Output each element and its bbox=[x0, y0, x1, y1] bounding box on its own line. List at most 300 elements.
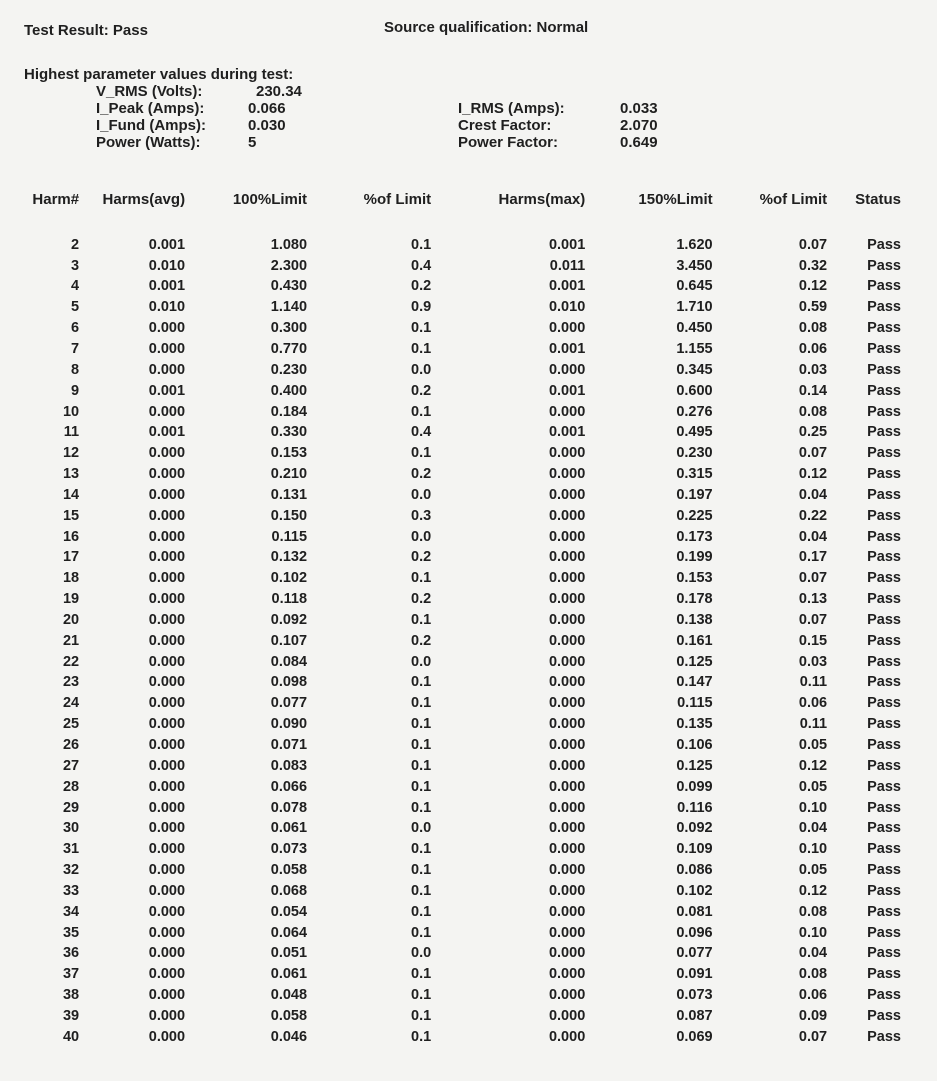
status-cell: Pass bbox=[867, 841, 901, 858]
limit-100-cell: 0.150 bbox=[270, 507, 308, 524]
pct-limit-max-cell: 0.17 bbox=[798, 549, 828, 566]
status-cell: Pass bbox=[867, 486, 901, 503]
harm-number-cell: 28 bbox=[62, 778, 80, 795]
pct-limit-max-cell: 0.07 bbox=[798, 611, 828, 628]
limit-100-cell: 1.140 bbox=[270, 299, 308, 316]
table-row bbox=[18, 735, 903, 756]
harms-max-cell: 0.000 bbox=[548, 361, 586, 378]
harms-avg-cell: 0.000 bbox=[148, 611, 186, 628]
pct-limit-avg-cell: 0.1 bbox=[411, 403, 432, 420]
pct-limit-max-cell: 0.59 bbox=[798, 299, 828, 316]
pct-limit-avg-cell: 0.1 bbox=[411, 737, 432, 754]
table-row bbox=[18, 673, 903, 694]
crest-factor-label: Crest Factor: bbox=[458, 117, 552, 134]
harms-max-cell: 0.001 bbox=[548, 382, 586, 399]
harm-number-cell: 20 bbox=[62, 611, 80, 628]
harms-max-cell: 0.001 bbox=[548, 424, 586, 441]
status-cell: Pass bbox=[867, 882, 901, 899]
pct-limit-avg-cell: 0.1 bbox=[411, 841, 432, 858]
v-rms-value: 230.34 bbox=[256, 83, 302, 100]
limit-150-cell: 3.450 bbox=[676, 257, 713, 274]
table-row bbox=[18, 777, 903, 798]
limit-100-cell: 0.058 bbox=[270, 1007, 308, 1024]
harm-number-cell: 35 bbox=[62, 924, 80, 941]
table-row bbox=[18, 1027, 903, 1048]
harm-number-cell: 9 bbox=[71, 382, 80, 399]
pct-limit-avg-cell: 0.1 bbox=[411, 236, 432, 253]
limit-150-cell: 1.620 bbox=[676, 236, 713, 253]
table-row bbox=[18, 860, 903, 881]
harms-avg-cell: 0.000 bbox=[148, 1028, 186, 1045]
pct-limit-avg-cell: 0.0 bbox=[411, 486, 432, 503]
harms-max-cell: 0.000 bbox=[548, 591, 586, 608]
pct-limit-avg-cell: 0.1 bbox=[411, 757, 432, 774]
harms-avg-cell: 0.000 bbox=[148, 632, 186, 649]
v-rms-label: V_RMS (Volts): bbox=[96, 83, 203, 100]
table-row bbox=[18, 422, 903, 443]
harms-max-cell: 0.000 bbox=[548, 945, 586, 962]
harms-avg-cell: 0.001 bbox=[148, 236, 186, 253]
harm-number-cell: 37 bbox=[62, 966, 80, 983]
harms-avg-cell: 0.000 bbox=[148, 570, 186, 587]
harms-avg-cell: 0.000 bbox=[148, 945, 186, 962]
pct-limit-avg-cell: 0.1 bbox=[411, 340, 432, 357]
harms-max-cell: 0.000 bbox=[548, 903, 586, 920]
i-rms-label: I_RMS (Amps): bbox=[458, 100, 565, 117]
harms-max-cell: 0.001 bbox=[548, 340, 586, 357]
table-row bbox=[18, 297, 903, 318]
harms-avg-cell: 0.000 bbox=[148, 340, 186, 357]
limit-100-cell: 0.046 bbox=[270, 1028, 308, 1045]
limit-100-cell: 0.770 bbox=[270, 340, 308, 357]
status-cell: Pass bbox=[867, 591, 901, 608]
harmonics-table bbox=[18, 184, 903, 1048]
col-header-status: Status bbox=[855, 190, 901, 208]
status-cell: Pass bbox=[867, 820, 901, 837]
harms-avg-cell: 0.000 bbox=[148, 486, 186, 503]
pct-limit-max-cell: 0.08 bbox=[798, 966, 828, 983]
table-row bbox=[18, 360, 903, 381]
harms-avg-cell: 0.000 bbox=[148, 507, 186, 524]
source-qualification-label: Source qualification: bbox=[384, 19, 533, 36]
pct-limit-avg-cell: 0.0 bbox=[411, 653, 432, 670]
limit-100-cell: 0.058 bbox=[270, 862, 308, 879]
pct-limit-avg-cell: 0.2 bbox=[411, 549, 432, 566]
pct-limit-max-cell: 0.04 bbox=[798, 820, 828, 837]
limit-150-cell: 0.102 bbox=[676, 882, 713, 899]
limit-150-cell: 0.092 bbox=[676, 820, 713, 837]
harms-avg-cell: 0.000 bbox=[148, 841, 186, 858]
limit-150-cell: 0.125 bbox=[676, 757, 713, 774]
pct-limit-avg-cell: 0.0 bbox=[411, 528, 432, 545]
table-row bbox=[18, 923, 903, 944]
limit-150-cell: 0.087 bbox=[676, 1007, 713, 1024]
table-row bbox=[18, 256, 903, 277]
limit-150-cell: 0.225 bbox=[676, 507, 713, 524]
harms-avg-cell: 0.001 bbox=[148, 382, 186, 399]
limit-150-cell: 0.081 bbox=[676, 903, 713, 920]
table-row bbox=[18, 527, 903, 548]
status-cell: Pass bbox=[867, 674, 901, 691]
test-result bbox=[24, 22, 148, 39]
limit-100-cell: 1.080 bbox=[270, 236, 308, 253]
pct-limit-max-cell: 0.04 bbox=[798, 945, 828, 962]
pct-limit-avg-cell: 0.1 bbox=[411, 1028, 432, 1045]
pct-limit-avg-cell: 0.1 bbox=[411, 695, 432, 712]
harms-max-cell: 0.000 bbox=[548, 1007, 586, 1024]
harms-avg-cell: 0.000 bbox=[148, 966, 186, 983]
limit-100-cell: 0.061 bbox=[270, 820, 308, 837]
pct-limit-max-cell: 0.08 bbox=[798, 903, 828, 920]
limit-100-cell: 0.300 bbox=[270, 320, 308, 337]
limit-100-cell: 0.084 bbox=[270, 653, 308, 670]
status-cell: Pass bbox=[867, 361, 901, 378]
pct-limit-max-cell: 0.07 bbox=[798, 236, 828, 253]
pct-limit-max-cell: 0.10 bbox=[798, 841, 828, 858]
harm-number-cell: 39 bbox=[62, 1007, 80, 1024]
col-header-pct-limit-avg: %of Limit bbox=[363, 190, 432, 208]
harms-avg-cell: 0.000 bbox=[148, 882, 186, 899]
pct-limit-max-cell: 0.12 bbox=[798, 278, 828, 295]
harm-number-cell: 30 bbox=[62, 820, 80, 837]
table-row bbox=[18, 506, 903, 527]
harm-number-cell: 31 bbox=[62, 841, 80, 858]
table-row bbox=[18, 443, 903, 464]
harms-max-cell: 0.000 bbox=[548, 716, 586, 733]
harms-avg-cell: 0.000 bbox=[148, 320, 186, 337]
status-cell: Pass bbox=[867, 320, 901, 337]
table-row bbox=[18, 235, 903, 256]
status-cell: Pass bbox=[867, 945, 901, 962]
limit-150-cell: 0.147 bbox=[676, 674, 713, 691]
table-row bbox=[18, 610, 903, 631]
power-value: 5 bbox=[248, 134, 257, 151]
harm-number-cell: 27 bbox=[62, 757, 80, 774]
table-row bbox=[18, 381, 903, 402]
limit-150-cell: 0.345 bbox=[676, 361, 713, 378]
status-cell: Pass bbox=[867, 528, 901, 545]
limit-150-cell: 0.645 bbox=[676, 278, 713, 295]
i-fund-label: I_Fund (Amps): bbox=[96, 117, 206, 134]
harms-max-cell: 0.000 bbox=[548, 549, 586, 566]
harms-avg-cell: 0.001 bbox=[148, 424, 186, 441]
pct-limit-avg-cell: 0.1 bbox=[411, 862, 432, 879]
limit-150-cell: 0.086 bbox=[676, 862, 713, 879]
table-row bbox=[18, 652, 903, 673]
status-cell: Pass bbox=[867, 757, 901, 774]
status-cell: Pass bbox=[867, 236, 901, 253]
harm-number-cell: 11 bbox=[63, 424, 80, 441]
col-header-100-limit: 100%Limit bbox=[232, 190, 308, 208]
harm-number-cell: 33 bbox=[62, 882, 80, 899]
limit-100-cell: 0.102 bbox=[270, 570, 308, 587]
harm-number-cell: 26 bbox=[62, 737, 80, 754]
i-peak-value: 0.066 bbox=[248, 100, 286, 117]
limit-100-cell: 2.300 bbox=[270, 257, 308, 274]
harms-avg-cell: 0.000 bbox=[148, 591, 186, 608]
harm-number-cell: 19 bbox=[62, 591, 80, 608]
limit-100-cell: 0.098 bbox=[270, 674, 308, 691]
params-title: Highest parameter values during test: bbox=[24, 66, 294, 83]
limit-150-cell: 0.276 bbox=[676, 403, 713, 420]
limit-100-cell: 0.083 bbox=[270, 757, 308, 774]
harms-avg-cell: 0.000 bbox=[148, 716, 186, 733]
harms-max-cell: 0.000 bbox=[548, 507, 586, 524]
limit-100-cell: 0.210 bbox=[270, 466, 308, 483]
harms-max-cell: 0.001 bbox=[548, 278, 586, 295]
harms-max-cell: 0.000 bbox=[548, 674, 586, 691]
limit-150-cell: 0.495 bbox=[676, 424, 713, 441]
pct-limit-max-cell: 0.06 bbox=[798, 340, 828, 357]
harm-number-cell: 22 bbox=[62, 653, 80, 670]
pct-limit-max-cell: 0.14 bbox=[798, 382, 828, 399]
pct-limit-max-cell: 0.25 bbox=[798, 424, 828, 441]
harms-max-cell: 0.000 bbox=[548, 987, 586, 1004]
status-cell: Pass bbox=[867, 987, 901, 1004]
pct-limit-avg-cell: 0.1 bbox=[411, 903, 432, 920]
table-row bbox=[18, 964, 903, 985]
status-cell: Pass bbox=[867, 403, 901, 420]
pct-limit-max-cell: 0.06 bbox=[798, 987, 828, 1004]
harms-max-cell: 0.000 bbox=[548, 1028, 586, 1045]
pct-limit-avg-cell: 0.1 bbox=[411, 611, 432, 628]
limit-100-cell: 0.330 bbox=[270, 424, 308, 441]
pct-limit-avg-cell: 0.1 bbox=[411, 799, 432, 816]
status-cell: Pass bbox=[867, 278, 901, 295]
limit-100-cell: 0.048 bbox=[270, 987, 308, 1004]
harm-number-cell: 7 bbox=[71, 340, 80, 357]
limit-100-cell: 0.430 bbox=[270, 278, 308, 295]
status-cell: Pass bbox=[867, 570, 901, 587]
limit-100-cell: 0.132 bbox=[270, 549, 308, 566]
limit-100-cell: 0.092 bbox=[270, 611, 308, 628]
v-rms-row bbox=[24, 83, 724, 100]
pct-limit-max-cell: 0.11 bbox=[799, 674, 828, 691]
header-spacer bbox=[18, 214, 903, 235]
limit-150-cell: 0.153 bbox=[676, 570, 713, 587]
harm-number-cell: 40 bbox=[62, 1028, 80, 1045]
i-fund-value: 0.030 bbox=[248, 117, 286, 134]
harms-avg-cell: 0.001 bbox=[148, 278, 186, 295]
limit-150-cell: 0.135 bbox=[676, 716, 713, 733]
pct-limit-max-cell: 0.15 bbox=[798, 632, 828, 649]
pct-limit-max-cell: 0.12 bbox=[798, 882, 828, 899]
pct-limit-avg-cell: 0.3 bbox=[411, 507, 432, 524]
harm-number-cell: 34 bbox=[62, 903, 80, 920]
limit-100-cell: 0.400 bbox=[270, 382, 308, 399]
harms-max-cell: 0.000 bbox=[548, 570, 586, 587]
limit-150-cell: 0.125 bbox=[676, 653, 713, 670]
pct-limit-avg-cell: 0.0 bbox=[411, 361, 432, 378]
pct-limit-avg-cell: 0.1 bbox=[411, 320, 432, 337]
harms-max-cell: 0.000 bbox=[548, 820, 586, 837]
status-cell: Pass bbox=[867, 611, 901, 628]
table-row bbox=[18, 318, 903, 339]
harm-number-cell: 15 bbox=[62, 507, 80, 524]
limit-150-cell: 0.116 bbox=[677, 799, 713, 816]
pct-limit-avg-cell: 0.2 bbox=[411, 382, 432, 399]
table-row bbox=[18, 631, 903, 652]
harm-number-cell: 32 bbox=[62, 862, 80, 879]
harms-avg-cell: 0.000 bbox=[148, 987, 186, 1004]
table-row bbox=[18, 944, 903, 965]
status-cell: Pass bbox=[867, 257, 901, 274]
harm-number-cell: 10 bbox=[62, 403, 80, 420]
harms-max-cell: 0.000 bbox=[548, 799, 586, 816]
harm-number-cell: 23 bbox=[62, 674, 80, 691]
table-row bbox=[18, 985, 903, 1006]
status-cell: Pass bbox=[867, 340, 901, 357]
table-row bbox=[18, 568, 903, 589]
pct-limit-max-cell: 0.22 bbox=[798, 507, 828, 524]
pct-limit-max-cell: 0.05 bbox=[798, 862, 828, 879]
pct-limit-avg-cell: 0.1 bbox=[411, 1007, 432, 1024]
pct-limit-avg-cell: 0.1 bbox=[411, 924, 432, 941]
limit-100-cell: 0.068 bbox=[270, 882, 308, 899]
harm-number-cell: 4 bbox=[71, 278, 80, 295]
pct-limit-avg-cell: 0.1 bbox=[411, 570, 432, 587]
pct-limit-max-cell: 0.03 bbox=[798, 361, 828, 378]
table-row bbox=[18, 839, 903, 860]
table-row bbox=[18, 548, 903, 569]
limit-100-cell: 0.078 bbox=[270, 799, 308, 816]
table-row bbox=[18, 818, 903, 839]
harms-max-cell: 0.000 bbox=[548, 466, 586, 483]
pct-limit-max-cell: 0.11 bbox=[799, 716, 828, 733]
harm-number-cell: 14 bbox=[62, 486, 80, 503]
pct-limit-avg-cell: 0.2 bbox=[411, 632, 432, 649]
pct-limit-max-cell: 0.32 bbox=[798, 257, 828, 274]
limit-100-cell: 0.107 bbox=[270, 632, 308, 649]
pct-limit-max-cell: 0.10 bbox=[798, 924, 828, 941]
pct-limit-avg-cell: 0.2 bbox=[411, 591, 432, 608]
i-peak-row bbox=[24, 100, 724, 117]
pct-limit-avg-cell: 0.1 bbox=[411, 674, 432, 691]
harmonics-table-body bbox=[18, 235, 903, 1048]
limit-150-cell: 0.450 bbox=[676, 320, 713, 337]
pct-limit-max-cell: 0.05 bbox=[798, 778, 828, 795]
crest-factor-value: 2.070 bbox=[620, 117, 658, 134]
table-row bbox=[18, 277, 903, 298]
harms-max-cell: 0.000 bbox=[548, 841, 586, 858]
limit-150-cell: 0.109 bbox=[676, 841, 713, 858]
status-cell: Pass bbox=[867, 507, 901, 524]
harms-max-cell: 0.010 bbox=[548, 299, 586, 316]
harm-number-cell: 25 bbox=[62, 716, 80, 733]
limit-150-cell: 0.106 bbox=[676, 737, 713, 754]
harm-number-cell: 21 bbox=[62, 632, 80, 649]
table-row bbox=[18, 402, 903, 423]
status-cell: Pass bbox=[867, 966, 901, 983]
pct-limit-max-cell: 0.05 bbox=[798, 737, 828, 754]
harm-number-cell: 5 bbox=[71, 299, 80, 316]
harms-max-cell: 0.000 bbox=[548, 695, 586, 712]
harms-max-cell: 0.000 bbox=[548, 862, 586, 879]
limit-150-cell: 0.077 bbox=[676, 945, 713, 962]
pct-limit-avg-cell: 0.2 bbox=[411, 466, 432, 483]
pct-limit-max-cell: 0.12 bbox=[798, 466, 828, 483]
harms-avg-cell: 0.010 bbox=[148, 257, 186, 274]
power-row bbox=[24, 134, 724, 151]
harms-max-cell: 0.000 bbox=[548, 737, 586, 754]
status-cell: Pass bbox=[867, 1007, 901, 1024]
pct-limit-avg-cell: 0.9 bbox=[411, 299, 432, 316]
harm-number-cell: 18 bbox=[62, 570, 80, 587]
status-cell: Pass bbox=[867, 716, 901, 733]
power-factor-label: Power Factor: bbox=[458, 134, 559, 151]
harms-avg-cell: 0.000 bbox=[148, 695, 186, 712]
status-cell: Pass bbox=[867, 695, 901, 712]
harm-number-cell: 12 bbox=[62, 445, 80, 462]
harms-max-cell: 0.000 bbox=[548, 757, 586, 774]
limit-100-cell: 0.184 bbox=[270, 403, 308, 420]
harm-number-cell: 36 bbox=[62, 945, 80, 962]
harms-avg-cell: 0.000 bbox=[148, 653, 186, 670]
harms-avg-cell: 0.000 bbox=[148, 549, 186, 566]
harms-avg-cell: 0.010 bbox=[148, 299, 186, 316]
harm-number-cell: 24 bbox=[62, 695, 80, 712]
status-cell: Pass bbox=[867, 632, 901, 649]
pct-limit-max-cell: 0.09 bbox=[798, 1007, 828, 1024]
harms-max-cell: 0.001 bbox=[548, 236, 586, 253]
limit-150-cell: 0.161 bbox=[676, 632, 713, 649]
harms-avg-cell: 0.000 bbox=[148, 403, 186, 420]
pct-limit-avg-cell: 0.1 bbox=[411, 778, 432, 795]
harms-avg-cell: 0.000 bbox=[148, 1007, 186, 1024]
harm-number-cell: 16 bbox=[62, 528, 80, 545]
harms-max-cell: 0.000 bbox=[548, 445, 586, 462]
harms-max-cell: 0.011 bbox=[549, 257, 586, 274]
col-header-150-limit: 150%Limit bbox=[638, 190, 713, 208]
pct-limit-max-cell: 0.07 bbox=[798, 1028, 828, 1045]
limit-150-cell: 0.115 bbox=[677, 695, 713, 712]
pct-limit-avg-cell: 0.0 bbox=[411, 945, 432, 962]
harms-max-cell: 0.000 bbox=[548, 632, 586, 649]
i-rms-value: 0.033 bbox=[620, 100, 658, 117]
limit-150-cell: 0.178 bbox=[676, 591, 713, 608]
status-cell: Pass bbox=[867, 653, 901, 670]
pct-limit-max-cell: 0.07 bbox=[798, 445, 828, 462]
limit-100-cell: 0.064 bbox=[270, 924, 308, 941]
limit-150-cell: 0.199 bbox=[676, 549, 713, 566]
harms-avg-cell: 0.000 bbox=[148, 778, 186, 795]
limit-150-cell: 0.091 bbox=[676, 966, 713, 983]
limit-100-cell: 0.077 bbox=[270, 695, 308, 712]
limit-150-cell: 0.315 bbox=[676, 466, 713, 483]
status-cell: Pass bbox=[867, 466, 901, 483]
limit-150-cell: 0.099 bbox=[676, 778, 713, 795]
pct-limit-max-cell: 0.12 bbox=[798, 757, 828, 774]
harms-avg-cell: 0.000 bbox=[148, 528, 186, 545]
table-row bbox=[18, 464, 903, 485]
harms-avg-cell: 0.000 bbox=[148, 862, 186, 879]
harm-number-cell: 2 bbox=[71, 236, 80, 253]
pct-limit-avg-cell: 0.1 bbox=[411, 882, 432, 899]
limit-150-cell: 0.173 bbox=[676, 528, 713, 545]
table-row bbox=[18, 339, 903, 360]
table-row bbox=[18, 1006, 903, 1027]
harm-number-cell: 29 bbox=[62, 799, 80, 816]
status-cell: Pass bbox=[867, 778, 901, 795]
col-header-pct-limit-max: %of Limit bbox=[759, 190, 828, 208]
col-header-harms-max: Harms(max) bbox=[498, 190, 586, 208]
harms-max-cell: 0.000 bbox=[548, 320, 586, 337]
limit-150-cell: 0.096 bbox=[676, 924, 713, 941]
harms-avg-cell: 0.000 bbox=[148, 924, 186, 941]
status-cell: Pass bbox=[867, 924, 901, 941]
limit-100-cell: 0.153 bbox=[270, 445, 308, 462]
col-header-harms-avg: Harms(avg) bbox=[102, 190, 186, 208]
